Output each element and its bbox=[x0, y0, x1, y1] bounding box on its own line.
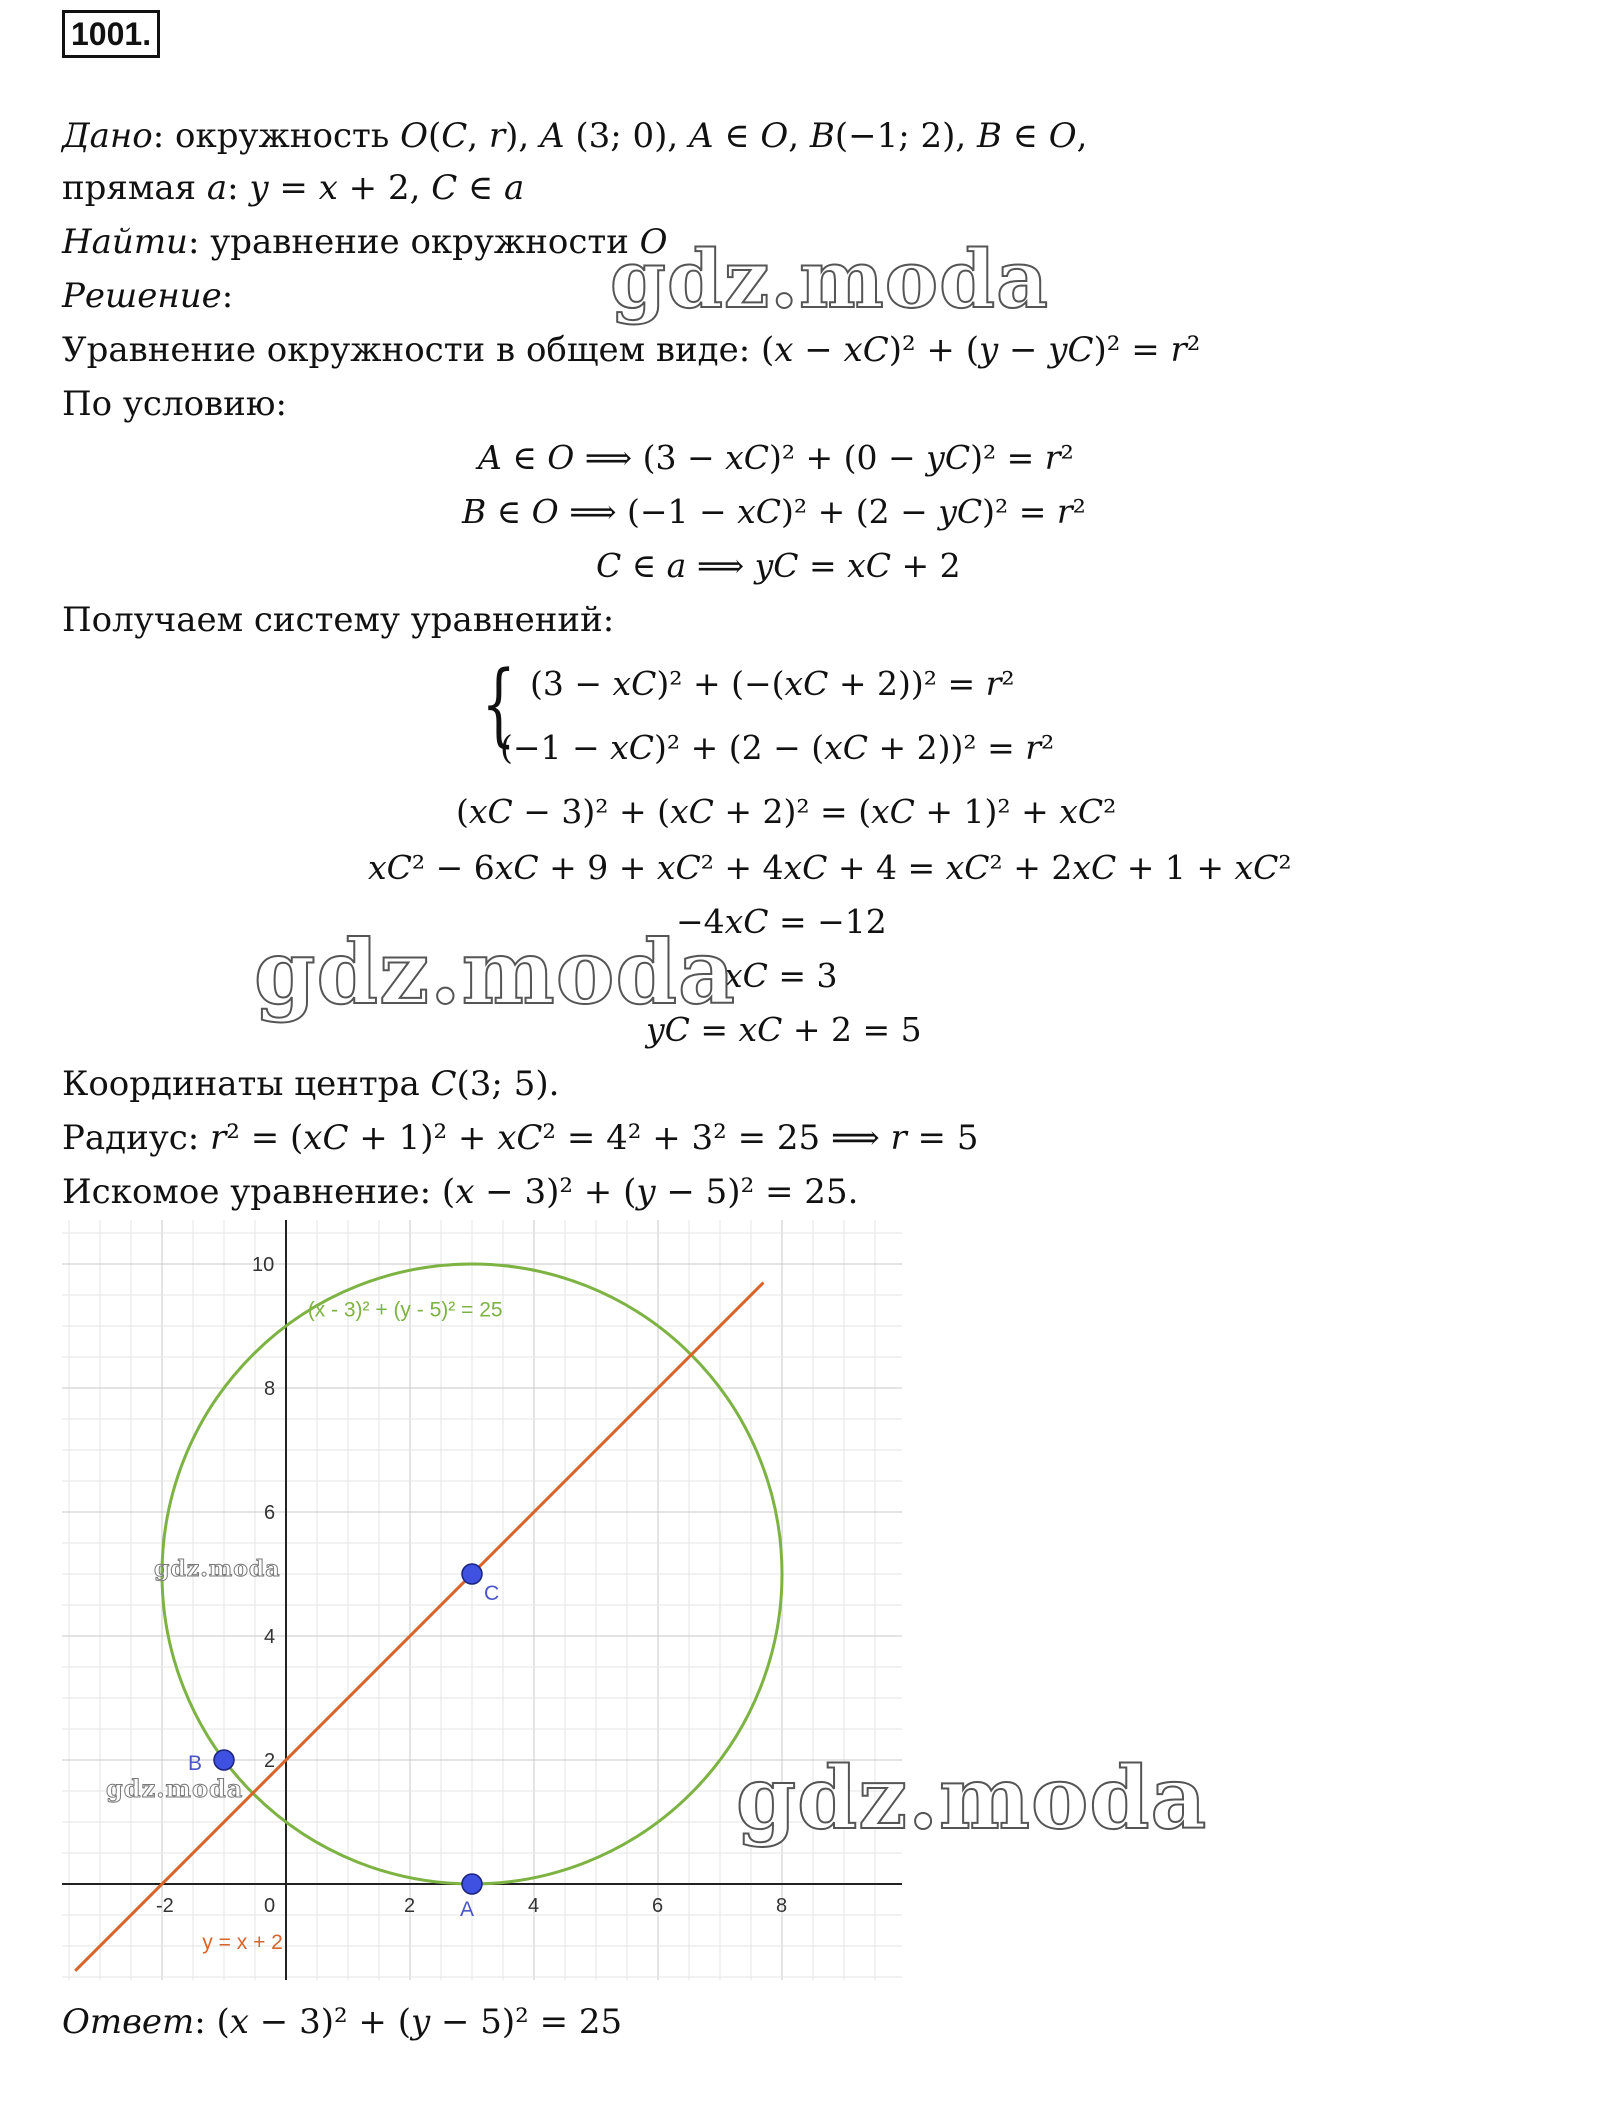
point-c bbox=[462, 1564, 482, 1584]
y-tick-label: 4 bbox=[264, 1626, 276, 1648]
watermark-5: gdz.moda bbox=[736, 1748, 1208, 1849]
system-brace: { bbox=[481, 652, 516, 757]
find-text: : уравнение окружности 𝑂 bbox=[187, 222, 668, 262]
given-text: : окружность 𝑂(𝐶, 𝑟), 𝐴 (3; 0), 𝐴 ∈ 𝑂, 𝐵(−1; 2), 𝐵 ∈ 𝑂, bbox=[152, 116, 1088, 156]
solution-label: Решение bbox=[62, 276, 222, 316]
condition-c: 𝐶 ∈ 𝑎 ⟹ 𝑦𝐶 = 𝑥𝐶 + 2 bbox=[596, 546, 961, 585]
system-eq-2: (−1 − 𝑥𝐶)² + (2 − (𝑥𝐶 + 2))² = 𝑟² bbox=[500, 728, 1055, 767]
solution-colon: : bbox=[221, 276, 234, 316]
system-intro: Получаем систему уравнений: bbox=[62, 600, 615, 640]
given-line-2: прямая 𝑎: 𝑦 = 𝑥 + 2, 𝐶 ∈ 𝑎 bbox=[62, 168, 525, 208]
radius-line: Радиус: 𝑟² = (𝑥𝐶 + 1)² + 𝑥𝐶² = 4² + 3² = 25 ⟹ 𝑟 = 5 bbox=[62, 1118, 979, 1158]
step-1: (𝑥𝐶 − 3)² + (𝑥𝐶 + 2)² = (𝑥𝐶 + 1)² + 𝑥𝐶² bbox=[456, 792, 1117, 831]
center-coords: Координаты центра 𝐶(3; 5). bbox=[62, 1064, 560, 1104]
point-label-b: B bbox=[188, 1752, 203, 1775]
step-5: 𝑦𝐶 = 𝑥𝐶 + 2 = 5 bbox=[646, 1010, 922, 1049]
step-2: 𝑥𝐶² − 6𝑥𝐶 + 9 + 𝑥𝐶² + 4𝑥𝐶 + 4 = 𝑥𝐶² + 2𝑥𝐶 + 1 + 𝑥𝐶² bbox=[368, 848, 1292, 887]
step-4: 𝑥𝐶 = 3 bbox=[724, 956, 838, 995]
y-tick-label: 10 bbox=[252, 1254, 275, 1276]
system-eq-1: (3 − 𝑥𝐶)² + (−(𝑥𝐶 + 2))² = 𝑟² bbox=[530, 664, 1015, 703]
coordinate-graph bbox=[62, 1220, 902, 2000]
watermark-3: gdz.moda bbox=[154, 1556, 281, 1582]
given-label: Дано bbox=[62, 116, 153, 156]
answer-label: Ответ bbox=[62, 2002, 195, 2042]
condition-a: 𝐴 ∈ 𝑂 ⟹ (3 − 𝑥𝐶)² + (0 − 𝑦𝐶)² = 𝑟² bbox=[478, 438, 1074, 477]
x-tick-label: 6 bbox=[652, 1895, 664, 1917]
point-label-c: C bbox=[484, 1582, 500, 1605]
x-tick-label: 8 bbox=[776, 1895, 788, 1917]
circle-equation-label: (x - 3)² + (y - 5)² = 25 bbox=[307, 1298, 503, 1322]
step-3: −4𝑥𝐶 = −12 bbox=[676, 902, 887, 941]
x-tick-label: 2 bbox=[404, 1895, 416, 1917]
points bbox=[188, 1564, 499, 1921]
y-tick-label: 8 bbox=[264, 1378, 276, 1400]
point-b bbox=[214, 1750, 234, 1770]
find-label: Найти bbox=[62, 222, 188, 262]
grid bbox=[62, 1220, 902, 1980]
x-tick-label: -2 bbox=[156, 1895, 174, 1917]
general-equation: Уравнение окружности в общем виде: (𝑥 − 𝑥𝐶)² + (𝑦 − 𝑦𝐶)² = 𝑟² bbox=[62, 330, 1201, 370]
x-tick-label: 4 bbox=[528, 1895, 540, 1917]
y-tick-label: 6 bbox=[264, 1502, 276, 1524]
watermark-1: gdz.moda bbox=[610, 232, 1049, 326]
axes bbox=[62, 1220, 902, 1980]
line-y-eq-x-plus-2 bbox=[75, 1283, 763, 1971]
line-equation-label: y = x + 2 bbox=[202, 1931, 283, 1955]
given-line-1 bbox=[62, 116, 1087, 156]
solution-heading bbox=[62, 276, 233, 316]
by-condition: По условию: bbox=[62, 384, 287, 424]
answer-line bbox=[62, 2002, 622, 2042]
point-a bbox=[462, 1874, 482, 1894]
condition-b: 𝐵 ∈ 𝑂 ⟹ (−1 − 𝑥𝐶)² + (2 − 𝑦𝐶)² = 𝑟² bbox=[462, 492, 1086, 531]
point-label-a: A bbox=[460, 1898, 475, 1921]
watermark-4: gdz.moda bbox=[106, 1774, 244, 1803]
problem-number: 1001. bbox=[62, 10, 160, 58]
answer-text: : (𝑥 − 3)² + (𝑦 − 5)² = 25 bbox=[194, 2002, 623, 2042]
sought-equation: Искомое уравнение: (𝑥 − 3)² + (𝑦 − 5)² = 25. bbox=[62, 1172, 859, 1212]
x-tick-label: 0 bbox=[264, 1895, 276, 1917]
y-tick-label: 2 bbox=[264, 1750, 276, 1772]
find-line bbox=[62, 222, 668, 262]
watermark-2: gdz.moda bbox=[254, 920, 737, 1024]
